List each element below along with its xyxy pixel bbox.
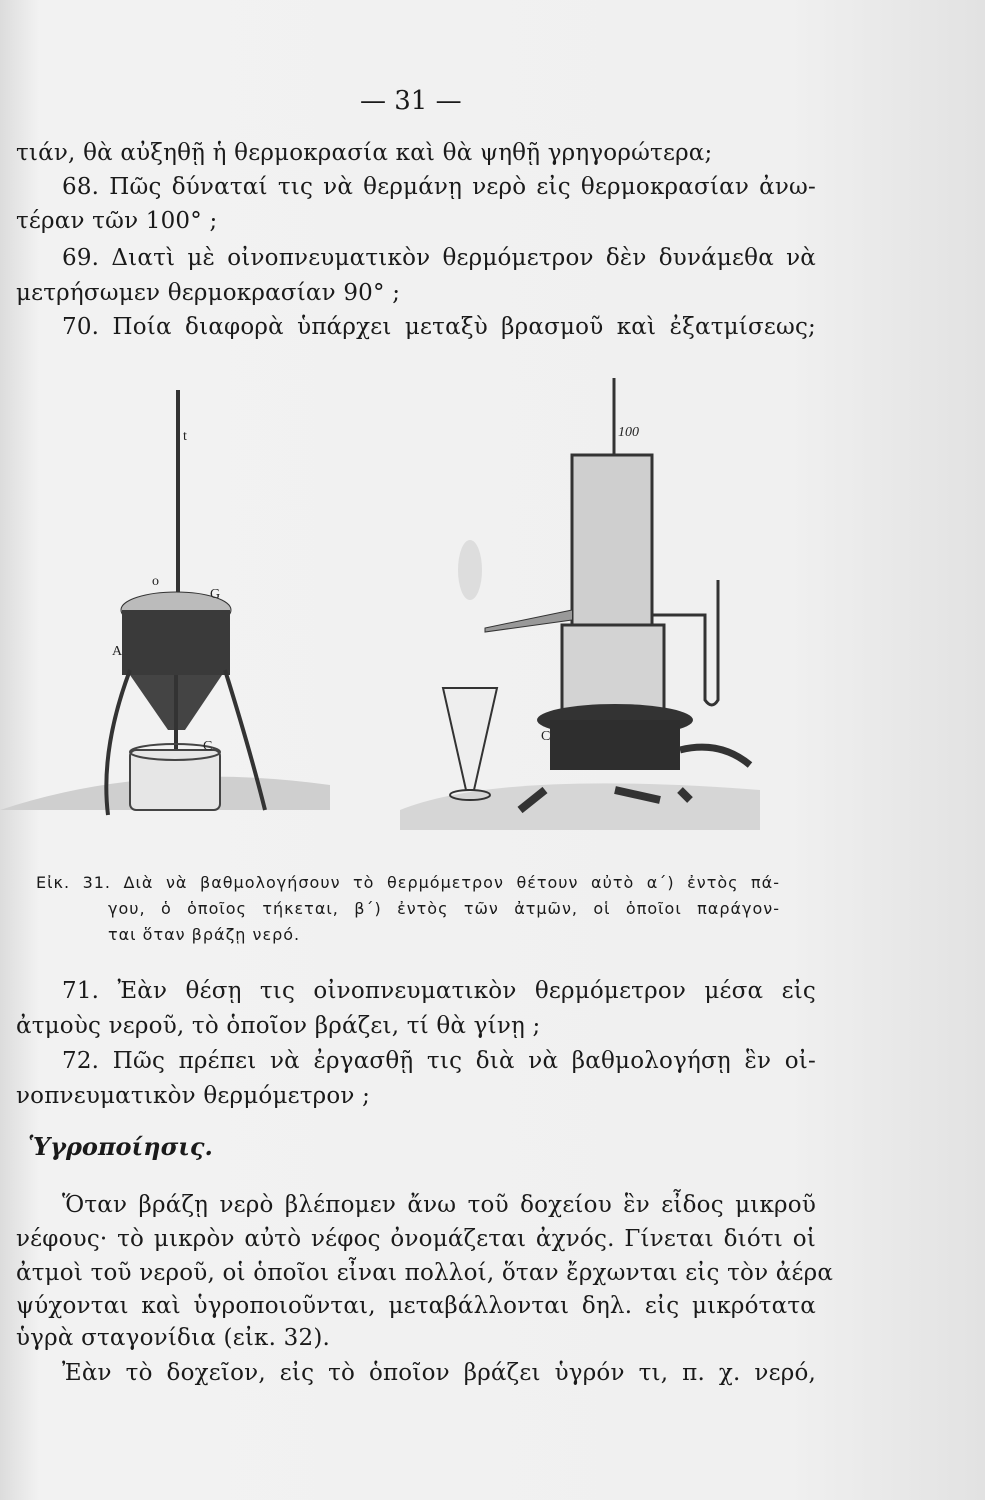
figure-31-illustration [0,370,985,840]
ice-thermometer-apparatus [0,390,330,815]
figure-label: G [210,587,221,602]
text-line: τέραν τῶν 100° ; [16,208,218,234]
page-number: — 31 — [360,86,462,116]
figure-label: C [541,729,551,744]
paragraph-line: Ἐὰν τὸ δοχεῖον, εἰς τὸ ὁποῖον βράζει ὑγρόν τι, π. χ. νερό, [62,1360,816,1386]
figure-label: t [183,429,187,444]
figure-label: o [152,574,159,589]
text-line: τιάν, θὰ αὐξηθῇ ἡ θερμοκρασία καὶ θὰ ψηθῇ γρηγορώτερα; [16,140,713,166]
figure-caption-line: ται ὅταν βράζῃ νερό. [108,925,301,944]
text-line: ἀτμοὺς νεροῦ, τὸ ὁποῖον βράζει, τί θὰ γίνῃ ; [16,1013,541,1039]
question-72: 72. Πῶς πρέπει νὰ ἐργασθῇ τις διὰ νὰ βαθμολογήσῃ ἓν οἰ- [62,1048,816,1074]
paragraph-line: ὑγρὰ σταγονίδια (εἰκ. 32). [16,1325,331,1351]
figure-label: C [203,739,213,754]
paragraph-line: ἀτμοὶ τοῦ νεροῦ, οἱ ὁποῖοι εἶναι πολλοί, ὅταν ἔρχωνται εἰς τὸν ἀέρα [16,1260,834,1286]
figure-caption-line: Εἰκ. 31. Διὰ νὰ βαθμολογήσουν τὸ θερμόμετρον θέτουν αὐτὸ α΄) ἐντὸς πά- [36,873,780,892]
question-70: 70. Ποία διαφορὰ ὑπάρχει μεταξὺ βρασμοῦ καὶ ἐξατμίσεως; [62,314,816,340]
question-68: 68. Πῶς δύναταί τις νὰ θερμάνῃ νερὸ εἰς θερμοκρασίαν ἀνω- [62,174,816,200]
text-line: νοπνευματικὸν θερμόμετρον ; [16,1083,371,1109]
boiling-apparatus [400,378,760,830]
question-69: 69. Διατὶ μὲ οἰνοπνευματικὸν θερμόμετρον δὲν δυνάμεθα νὰ [62,245,816,271]
figure-label: 100 [618,425,639,440]
section-heading: Ὑγροποίησις. [28,1132,213,1161]
text-line: μετρήσωμεν θερμοκρασίαν 90° ; [16,280,401,306]
paragraph-line: Ὅταν βράζῃ νερὸ βλέπομεν ἄνω τοῦ δοχείου ἓν εἶδος μικροῦ [62,1192,816,1218]
question-71: 71. Ἐὰν θέσῃ τις οἰνοπνευματικὸν θερμόμετρον μέσα εἰς [62,978,816,1004]
figure-caption-line: γου, ὁ ὁποῖος τήκεται, β΄) ἐντὸς τῶν ἀτμῶν, οἱ ὁποῖοι παράγον- [108,899,780,918]
paragraph-line: νέφους· τὸ μικρὸν αὐτὸ νέφος ὀνομάζεται ἀχνός. Γίνεται διότι οἱ [16,1226,816,1252]
figure-label: A [112,644,123,659]
paragraph-line: ψύχονται καὶ ὑγροποιοῦνται, μεταβάλλονται δηλ. εἰς μικρότατα [16,1293,816,1319]
